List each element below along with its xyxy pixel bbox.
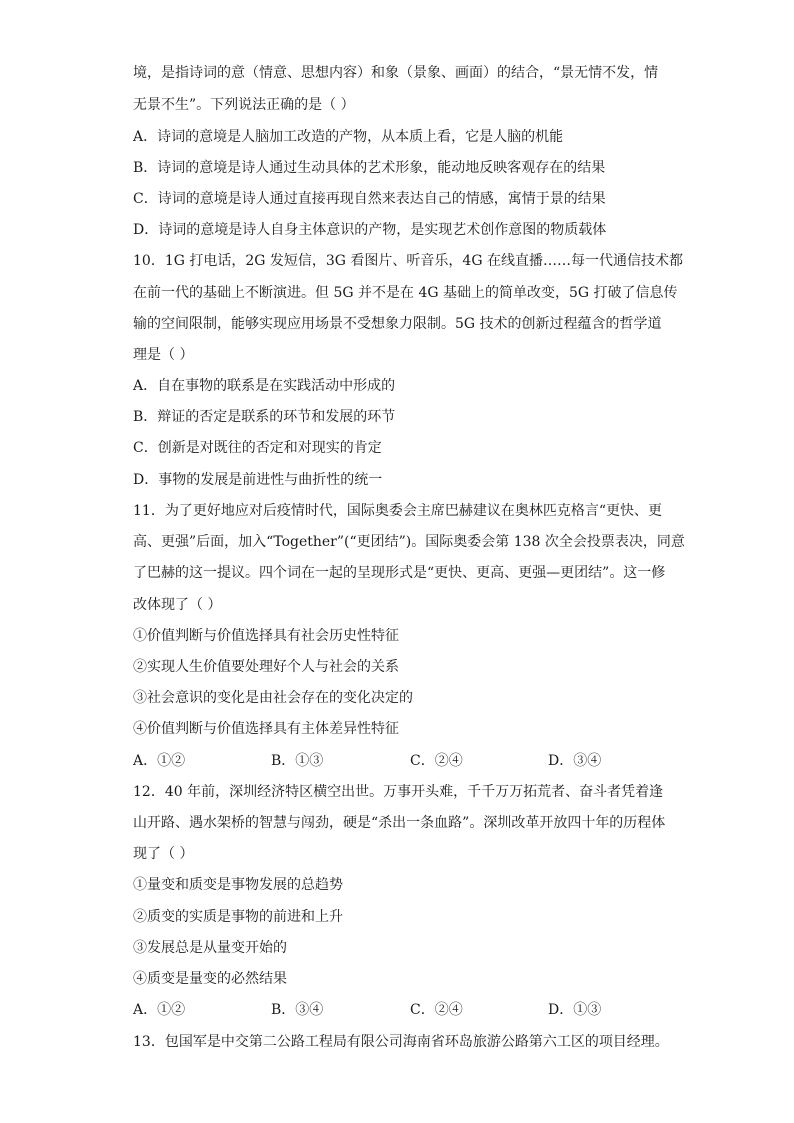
q12-choice-d: D．①③: [548, 1002, 602, 1018]
q11-choice-d: D．③④: [548, 753, 602, 769]
q9-option-d: D．诗词的意境是诗人自身主体意识的产物，是实现艺术创作意图的物质载体: [133, 222, 607, 238]
q12-choice-b: B．③④: [271, 1002, 324, 1018]
q10-option-c: C．创新是对既往的否定和对现实的肯定: [133, 440, 382, 456]
q12-stem-line: 现了（ ）: [133, 846, 194, 862]
q13-stem-line: 13．包国军是中交第二公路工程局有限公司海南省环岛旅游公路第六工区的项目经理。: [133, 1034, 669, 1050]
q10-option-d: D．事物的发展是前进性与曲折性的统一: [133, 472, 383, 488]
q12-item-4: ④质变是量变的必然结果: [133, 971, 287, 987]
q11-stem-line: 改体现了（ ）: [133, 597, 222, 613]
q9-option-b: B．诗词的意境是诗人通过生动具体的艺术形象，能动地反映客观存在的结果: [133, 160, 606, 176]
q12-item-3: ③发展总是从量变开始的: [133, 940, 287, 956]
q11-choice-a: A．①②: [133, 753, 186, 769]
q11-stem-line: 高、更强”后面，加入“Together”(“更团结”)。国际奥委会第 138 次全会投票表决，同意: [133, 534, 685, 550]
q12-item-1: ①量变和质变是事物发展的总趋势: [133, 877, 343, 893]
q9-option-c: C．诗词的意境是诗人通过直接再现自然来表达自己的情感，寓情于景的结果: [133, 191, 606, 207]
q11-choice-b: B．①③: [271, 753, 324, 769]
q9-stem-line: 无景不生”。下列说法正确的是（ ）: [133, 97, 355, 113]
q11-stem-line: 11．为了更好地应对后疫情时代，国际奥委会主席巴赫建议在奥林匹克格言“更快、更: [133, 503, 662, 519]
q12-item-2: ②质变的实质是事物的前进和上升: [133, 909, 343, 925]
q12-choice-a: A．①②: [133, 1002, 186, 1018]
q10-stem-line: 10．1G 打电话，2G 发短信，3G 看图片、听音乐，4G 在线直播……每一代通信技术都: [133, 253, 683, 269]
q10-option-a: A．自在事物的联系是在实践活动中形成的: [133, 378, 396, 394]
q10-stem-line: 输的空间限制，能够实现应用场景不受想象力限制。5G 技术的创新过程蕴含的哲学道: [133, 316, 662, 332]
q9-stem-line: 境，是指诗词的意（情意、思想内容）和象（景象、画面）的结合，“景无情不发，情: [133, 65, 659, 81]
q10-stem-line: 理是（ ）: [133, 347, 194, 363]
q11-item-1: ①价值判断与价值选择具有社会历史性特征: [133, 628, 399, 644]
q9-option-a: A．诗词的意境是人脑加工改造的产物，从本质上看，它是人脑的机能: [133, 129, 564, 145]
q11-item-3: ③社会意识的变化是由社会存在的变化决定的: [133, 690, 413, 706]
q10-stem-line: 在前一代的基础上不断演进。但 5G 并不是在 4G 基础上的简单改变，5G 打破了信息传: [133, 285, 678, 301]
q10-option-b: B．辩证的否定是联系的环节和发展的环节: [133, 409, 396, 425]
q12-choice-c: C．②④: [410, 1002, 463, 1018]
q12-stem-line: 山开路、遇水架桥的智慧与闯劲，硬是“杀出一条血路”。深圳改革开放四十年的历程体: [133, 815, 666, 831]
q11-item-4: ④价值判断与价值选择具有主体差异性特征: [133, 721, 399, 737]
q12-stem-line: 12．40 年前，深圳经济特区横空出世。万事开头难，千千万万拓荒者、奋斗者凭着逢: [133, 784, 664, 800]
q11-item-2: ②实现人生价值要处理好个人与社会的关系: [133, 659, 399, 675]
q11-stem-line: 了巴赫的这一提议。四个词在一起的呈现形式是“更快、更高、更强—更团结”。这一修: [133, 565, 666, 581]
q11-choice-c: C．②④: [410, 753, 463, 769]
